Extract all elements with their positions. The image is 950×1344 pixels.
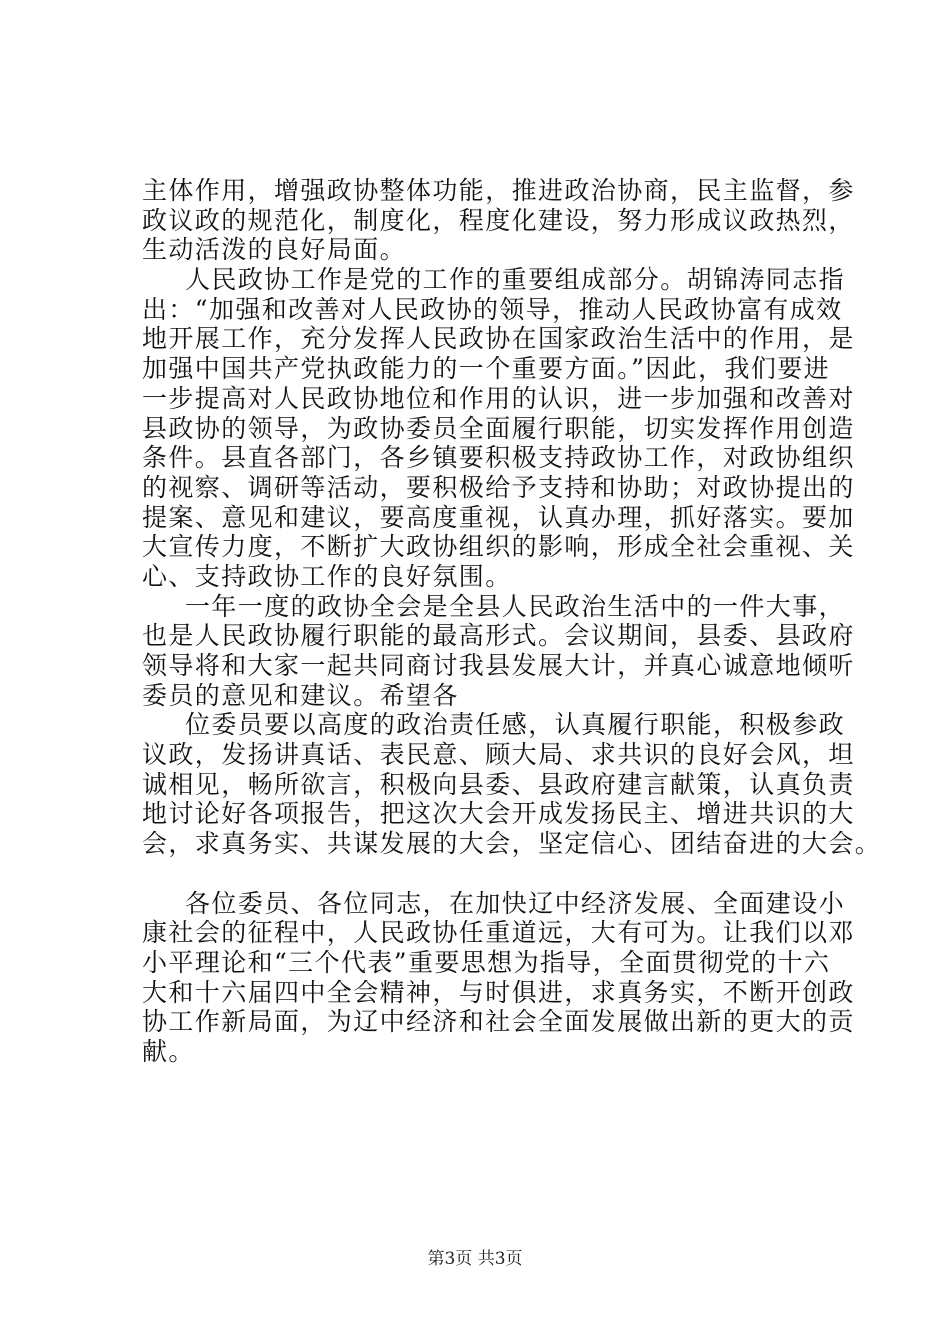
text-line: 的视察、调研等活动，要积极给予支持和协助；对政协提出的 [142, 472, 855, 502]
text-line: 一年一度的政协全会是全县人民政治生活中的一件大事， [185, 591, 846, 621]
text-line: 人民政协工作是党的工作的重要组成部分。胡锦涛同志指 [185, 265, 846, 295]
text-line: 大宣传力度，不断扩大政协组织的影响，形成全社会重视、关 [142, 532, 855, 562]
text-line: 领导将和大家一起共同商讨我县发展大计，并真心诚意地倾听 [142, 651, 855, 680]
text-line: 加强中国共产党执政能力的一个重要方面。”因此，我们要进 [142, 354, 831, 384]
text-line: 提案、意见和建议，要高度重视，认真办理，抓好落实。要加 [142, 502, 855, 532]
text-line: 出：“加强和改善对人民政协的领导，推动人民政协富有成效 [142, 294, 843, 324]
text-line: 地开展工作，充分发挥人民政协在国家政治生活中的作用，是 [142, 324, 855, 354]
text-line: 协工作新局面，为辽中经济和社会全面发展做出新的更大的贡 [142, 1007, 855, 1037]
text-line: 也是人民政协履行职能的最高形式。会议期间，县委、县政府 [142, 621, 855, 651]
text-line: 献。 [142, 1036, 195, 1066]
page-number: 第3页 共3页 [427, 1249, 523, 1269]
text-line: 康社会的征程中，人民政协任重道远，大有可为。让我们以邓 [142, 918, 855, 948]
text-line: 会，求真务实、共谋发展的大会，坚定信心、团结奋进的大会。 [142, 829, 882, 859]
text-line: 心、支持政协工作的良好氛围。 [142, 561, 512, 591]
text-line: 一步提高对人民政协地位和作用的认识，进一步加强和改善对 [142, 383, 855, 413]
paragraph-gap [142, 859, 842, 889]
text-line: 县政协的领导，为政协委员全面履行职能，切实发挥作用创造 [142, 413, 855, 443]
text-line: 小平理论和“三个代表”重要思想为指导，全面贯彻党的十六 [142, 947, 831, 977]
text-line: 大和十六届四中全会精神，与时俱进，求真务实，不断开创政 [142, 977, 855, 1007]
text-line: 各位委员、各位同志，在加快辽中经济发展、全面建设小 [185, 888, 846, 918]
document-body [142, 176, 882, 1067]
text-line: 政议政的规范化，制度化，程度化建设，努力形成议政热烈， [142, 205, 855, 235]
text-line: 议政，发扬讲真话、表民意、顾大局、求共识的良好会风，坦 [142, 740, 855, 770]
text-line: 诚相见，畅所欲言，积极向县委、县政府建言献策，认真负责 [142, 769, 855, 799]
text-line: 条件。县直各部门，各乡镇要积极支持政协工作，对政协组织 [142, 443, 855, 473]
text-line: 地讨论好各项报告，把这次大会开成发扬民主、增进共识的大 [142, 799, 855, 829]
text-line: 委员的意见和建议。希望各 [142, 680, 459, 710]
text-line: 生动活泼的良好局面。 [142, 235, 407, 265]
text-line: 主体作用，增强政协整体功能，推进政治协商，民主监督，参 [142, 176, 855, 205]
text-line: 位委员要以高度的政治责任感，认真履行职能，积极参政 [185, 710, 846, 740]
